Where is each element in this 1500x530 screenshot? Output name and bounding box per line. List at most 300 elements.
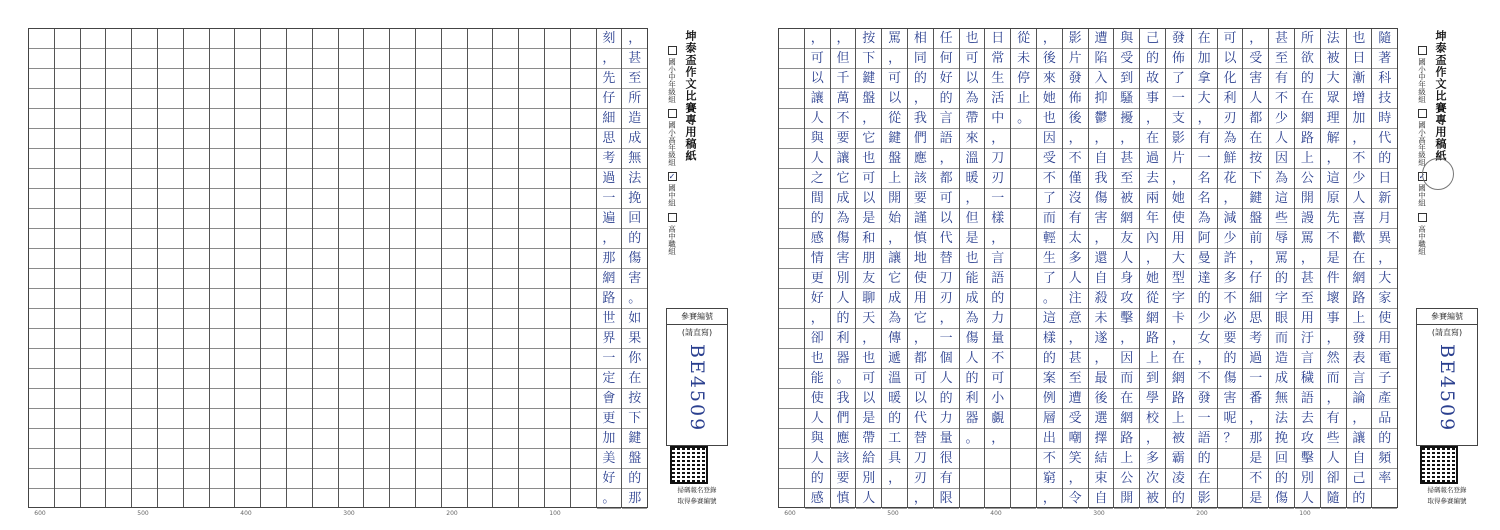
form-title: 坤泰盃作文比賽專用稿紙: [1434, 30, 1447, 162]
grid-cell: 語: [1295, 389, 1320, 409]
grid-cell: 刃: [985, 169, 1010, 189]
grid-cell: 罵: [882, 29, 907, 49]
grid-cell: ，: [882, 49, 907, 69]
category-label: 國小中年級組: [1417, 58, 1427, 103]
category-checkbox[interactable]: [1418, 109, 1427, 118]
grid-column: [1192, 29, 1218, 507]
grid-cell: 不: [1037, 449, 1062, 469]
grid-cell: 的: [985, 289, 1010, 309]
grid-cell: 常: [985, 49, 1010, 69]
grid-cell: 我: [831, 389, 856, 409]
grid-cell: 更: [597, 409, 622, 429]
grid-cell: 因: [1037, 129, 1062, 149]
grid-column: [132, 29, 158, 507]
grid-cell: 傷: [1218, 369, 1243, 389]
grid-cell: 成: [1269, 369, 1294, 389]
grid-cell: 遂: [1089, 329, 1114, 349]
category-checkbox[interactable]: [668, 46, 677, 55]
score-circle-icon: [1422, 158, 1454, 190]
grid-cell: 所: [1295, 29, 1320, 49]
grid-cell: 甚: [1114, 149, 1139, 169]
grid-cell: 罵: [1295, 229, 1320, 249]
grid-cell: 理: [1321, 109, 1346, 129]
grid-cell: ，: [882, 469, 907, 489]
grid-cell: 擾: [1114, 109, 1139, 129]
grid-cell: 工: [882, 429, 907, 449]
grid-cell: [1011, 169, 1036, 189]
grid-cell: 公: [1295, 169, 1320, 189]
grid-cell: ，: [1347, 409, 1372, 429]
grid-cell: 情: [805, 249, 830, 269]
grid-cell: 會: [597, 389, 622, 409]
category-checkbox[interactable]: [1418, 46, 1427, 55]
grid-cell: 從: [1140, 289, 1165, 309]
grid-cell: 傷: [1089, 189, 1114, 209]
grid-cell: ，: [1321, 389, 1346, 409]
grid-cell: 校: [1140, 409, 1165, 429]
grid-cell: 遭: [1063, 389, 1088, 409]
grid-cell: 些: [1321, 429, 1346, 449]
grid-cell: 法: [622, 169, 647, 189]
grid-cell: 可: [856, 369, 881, 389]
grid-cell: 穢: [1295, 369, 1320, 389]
grid-cell: 次: [1140, 469, 1165, 489]
grid-cell: 與: [1114, 29, 1139, 49]
grid-cell: ，: [1192, 109, 1217, 129]
grid-cell: 而: [1269, 329, 1294, 349]
grid-cell: 過: [1243, 349, 1268, 369]
grid-cell: 語: [985, 269, 1010, 289]
category-label: 國小高年級組: [667, 121, 677, 166]
writing-grid-left: [28, 28, 648, 508]
grid-cell: 卻: [805, 329, 830, 349]
grid-cell: 中: [985, 109, 1010, 129]
grid-cell: 刃: [934, 289, 959, 309]
grid-cell: 沒: [1063, 189, 1088, 209]
grid-cell: 的: [882, 409, 907, 429]
grid-cell: 隨: [1321, 489, 1346, 509]
grid-cell: 語: [1192, 429, 1217, 449]
grid-cell: ，: [1037, 29, 1062, 49]
grid-column: [882, 29, 908, 507]
grid-cell: 害: [622, 269, 647, 289]
grid-cell: 那: [1243, 429, 1268, 449]
grid-column: [339, 29, 365, 507]
grid-cell: 令: [1063, 489, 1088, 509]
grid-cell: 溫: [882, 369, 907, 389]
grid-cell: 出: [1037, 429, 1062, 449]
grid-cell: ，: [1321, 329, 1346, 349]
grid-cell: 都: [934, 169, 959, 189]
grid-cell: 上: [1140, 349, 1165, 369]
grid-cell: 甚: [1063, 349, 1088, 369]
grid-cell: 她: [1037, 89, 1062, 109]
grid-cell: 發: [1063, 69, 1088, 89]
grid-cell: 新: [1372, 189, 1397, 209]
grid-cell: 要: [831, 129, 856, 149]
grid-cell: 受: [1063, 409, 1088, 429]
category-option-0[interactable]: [1414, 46, 1430, 103]
grid-cell: 減: [1218, 209, 1243, 229]
grid-cell: ，: [1114, 129, 1139, 149]
grid-cell: 日: [985, 29, 1010, 49]
grid-cell: 而: [1037, 209, 1062, 229]
grid-cell: 讓: [882, 249, 907, 269]
category-label: 國小中年級組: [667, 58, 677, 103]
grid-cell: 給: [856, 449, 881, 469]
grid-cell: 別: [1295, 469, 1320, 489]
grid-cell: 溫: [960, 149, 985, 169]
grid-cell: 也: [960, 29, 985, 49]
grid-cell: ，: [985, 129, 1010, 149]
scale-mark: 300: [343, 510, 355, 517]
grid-cell: 番: [1243, 389, 1268, 409]
grid-cell: 和: [856, 229, 881, 249]
grid-cell: 該: [908, 169, 933, 189]
grid-cell: 窮: [1037, 469, 1062, 489]
grid-cell: 天: [856, 309, 881, 329]
grid-cell: ，: [1166, 169, 1191, 189]
category-checkbox[interactable]: [1418, 213, 1427, 222]
grid-cell: 呢: [1218, 409, 1243, 429]
grid-cell: 網: [597, 269, 622, 289]
grid-cell: 法: [1321, 29, 1346, 49]
grid-cell: [1011, 209, 1036, 229]
scale-mark: 200: [446, 510, 458, 517]
grid-cell: 未: [1089, 309, 1114, 329]
grid-cell: [1011, 469, 1036, 489]
grid-cell: 活: [985, 89, 1010, 109]
category-option-1[interactable]: [1414, 109, 1430, 166]
grid-column: [1140, 29, 1166, 507]
grid-cell: 後: [1089, 389, 1114, 409]
grid-cell: 能: [805, 369, 830, 389]
grid-cell: 的: [1192, 289, 1217, 309]
grid-cell: 不: [1063, 149, 1088, 169]
grid-cell: 傷: [1269, 489, 1294, 509]
grid-cell: 上: [882, 169, 907, 189]
grid-cell: ，: [1295, 249, 1320, 269]
grid-cell: [1011, 429, 1036, 449]
grid-cell: 暖: [960, 169, 985, 189]
grid-cell: 盤: [856, 89, 881, 109]
grid-cell: 人: [805, 449, 830, 469]
grid-cell: 己: [1347, 469, 1372, 489]
grid-cell: [1011, 389, 1036, 409]
grid-cell: 輕: [1037, 229, 1062, 249]
grid-cell: 少: [1269, 109, 1294, 129]
grid-cell: [1011, 449, 1036, 469]
grid-cell: 卻: [1321, 469, 1346, 489]
qr-caption-1: 掃碼報名登錄: [677, 486, 717, 494]
grid-cell: 案: [1037, 369, 1062, 389]
grid-cell: 造: [622, 109, 647, 129]
grid-cell: 來: [1037, 69, 1062, 89]
grid-cell: 日: [1347, 49, 1372, 69]
grid-cell: 意: [1063, 309, 1088, 329]
grid-cell: 在: [1243, 129, 1268, 149]
grid-cell: ，: [1321, 149, 1346, 169]
grid-cell: 一: [985, 189, 1010, 209]
grid-cell: [1011, 229, 1036, 249]
grid-cell: 停: [1011, 69, 1036, 89]
grid-cell: 利: [831, 329, 856, 349]
grid-cell: 殺: [1089, 289, 1114, 309]
grid-cell: 利: [1218, 89, 1243, 109]
grid-cell: ，: [908, 489, 933, 509]
grid-cell: 我: [908, 109, 933, 129]
grid-cell: [1011, 269, 1036, 289]
grid-cell: 覷: [985, 409, 1010, 429]
grid-cell: 網: [1295, 109, 1320, 129]
grid-cell: 還: [1089, 249, 1114, 269]
grid-cell: [1011, 489, 1036, 509]
grid-cell: 細: [1243, 289, 1268, 309]
grid-cell: [1011, 369, 1036, 389]
essay-sheet-page-1: [750, 0, 1500, 530]
grid-cell: 從: [882, 109, 907, 129]
grid-cell: 要: [908, 189, 933, 209]
grid-cell: 一: [934, 329, 959, 349]
grid-cell: 騷: [1114, 89, 1139, 109]
grid-cell: 兩: [1140, 189, 1165, 209]
grid-cell: 語: [934, 129, 959, 149]
grid-cell: 網: [1347, 269, 1372, 289]
grid-cell: 異: [1372, 229, 1397, 249]
grid-cell: 的: [1372, 429, 1397, 449]
grid-column: [1372, 29, 1397, 507]
grid-column: [158, 29, 184, 507]
grid-cell: 的: [1347, 489, 1372, 509]
grid-cell: 技: [1372, 89, 1397, 109]
grid-cell: 那: [622, 489, 647, 509]
grid-cell: 故: [1140, 69, 1165, 89]
grid-cell: 不: [985, 349, 1010, 369]
grid-cell: 有: [1192, 129, 1217, 149]
category-checkbox[interactable]: [668, 109, 677, 118]
grid-cell: 到: [1114, 69, 1139, 89]
grid-cell: 用: [1166, 229, 1191, 249]
grid-cell: 未: [1011, 49, 1036, 69]
grid-cell: 替: [908, 429, 933, 449]
grid-cell: 人: [1347, 189, 1372, 209]
grid-cell: 樣: [985, 209, 1010, 229]
grid-cell: 言: [985, 249, 1010, 269]
grid-cell: 的: [805, 209, 830, 229]
grid-cell: 月: [1372, 209, 1397, 229]
grid-column: [1089, 29, 1115, 507]
grid-cell: ，: [805, 29, 830, 49]
grid-cell: 的: [934, 89, 959, 109]
grid-cell: 因: [1114, 349, 1139, 369]
grid-cell: 最: [1089, 369, 1114, 389]
grid-column: [571, 29, 597, 507]
grid-cell: 人: [934, 369, 959, 389]
grid-cell: 以: [960, 69, 985, 89]
grid-cell: 與: [805, 129, 830, 149]
grid-column: [1114, 29, 1140, 507]
grid-cell: 讓: [805, 89, 830, 109]
qr-code-icon[interactable]: [1420, 446, 1458, 484]
grid-cell: 可: [882, 69, 907, 89]
grid-cell: 。: [1011, 109, 1036, 129]
grid-cell: 能: [960, 269, 985, 289]
grid-cell: 先: [1321, 209, 1346, 229]
grid-cell: 也: [856, 149, 881, 169]
grid-cell: 用: [908, 289, 933, 309]
grid-cell: 使: [805, 389, 830, 409]
grid-cell: 代: [934, 229, 959, 249]
grid-cell: 果: [622, 329, 647, 349]
grid-column: [856, 29, 882, 507]
grid-cell: 的: [1269, 269, 1294, 289]
grid-cell: 人: [960, 349, 985, 369]
grid-cell: 影: [1192, 489, 1217, 509]
grid-cell: 到: [1140, 369, 1165, 389]
grid-cell: 公: [1114, 469, 1139, 489]
form-title: 坤泰盃作文比賽專用稿紙: [684, 30, 697, 162]
grid-cell: 陷: [1089, 49, 1114, 69]
grid-cell: 大: [1372, 269, 1397, 289]
grid-cell: ，: [597, 229, 622, 249]
category-option-2[interactable]: [664, 172, 680, 207]
grid-column: [1218, 29, 1244, 507]
grid-cell: ，: [1063, 129, 1088, 149]
grid-column: [831, 29, 857, 507]
grid-cell: ，: [856, 329, 881, 349]
grid-cell: 思: [1243, 309, 1268, 329]
grid-cell: 在: [1295, 89, 1320, 109]
grid-cell: 始: [882, 209, 907, 229]
grid-cell: 定: [597, 369, 622, 389]
grid-cell: 代: [1372, 129, 1397, 149]
grid-cell: [1011, 189, 1036, 209]
grid-cell: 成: [960, 289, 985, 309]
grid-cell: 量: [985, 329, 1010, 349]
grid-cell: 言: [1295, 349, 1320, 369]
grid-column: [416, 29, 442, 507]
category-checkbox[interactable]: ✓: [1418, 172, 1426, 181]
entry-number: BE4509: [686, 344, 708, 433]
grid-cell: 選: [1089, 409, 1114, 429]
grid-cell: 片: [1166, 149, 1191, 169]
grid-cell: 盤: [882, 149, 907, 169]
grid-cell: 鮮: [1218, 149, 1243, 169]
grid-cell: 器: [831, 349, 856, 369]
grid-cell: 加: [597, 429, 622, 449]
qr-code-icon[interactable]: [670, 446, 708, 484]
grid-column: [1295, 29, 1321, 507]
grid-cell: 受: [1243, 49, 1268, 69]
grid-cell: 回: [1269, 449, 1294, 469]
grid-cell: ，: [1063, 469, 1088, 489]
grid-cell: 發: [1347, 329, 1372, 349]
grid-cell: 日: [1372, 169, 1397, 189]
grid-cell: 鍵: [1243, 189, 1268, 209]
grid-cell: 化: [1218, 69, 1243, 89]
grid-cell: 細: [597, 109, 622, 129]
grid-cell: 了: [1037, 269, 1062, 289]
grid-cell: 上: [1295, 149, 1320, 169]
grid-cell: 。: [960, 429, 985, 449]
category-option-3[interactable]: [664, 213, 680, 255]
grid-cell: 法: [1269, 409, 1294, 429]
grid-cell: 網: [1140, 309, 1165, 329]
grid-cell: 僅: [1063, 169, 1088, 189]
grid-cell: 至: [1295, 289, 1320, 309]
grid-cell: 應: [831, 429, 856, 449]
entry-note: (請直寫): [681, 328, 713, 337]
grid-cell: 任: [934, 29, 959, 49]
grid-cell: [960, 449, 985, 469]
grid-cell: ，: [1347, 129, 1372, 149]
grid-cell: ，: [1243, 409, 1268, 429]
grid-column: [493, 29, 519, 507]
category-label: 高中職組: [1417, 224, 1427, 255]
scale-mark: 400: [990, 510, 1002, 517]
category-option-0[interactable]: [664, 46, 680, 103]
grid-cell: 後: [1063, 109, 1088, 129]
scale-mark: 200: [1196, 510, 1208, 517]
grid-cell: 。: [1037, 289, 1062, 309]
grid-cell: [1011, 129, 1036, 149]
grid-cell: 解: [1321, 129, 1346, 149]
grid-cell: 地: [908, 249, 933, 269]
category-checkbox[interactable]: ✓: [668, 172, 676, 181]
entry-number: BE4509: [1436, 344, 1458, 433]
grid-cell: 人: [805, 409, 830, 429]
grid-cell: 來: [960, 129, 985, 149]
grid-cell: 頻: [1372, 449, 1397, 469]
grid-cell: 路: [1114, 429, 1139, 449]
grid-cell: 許: [1218, 249, 1243, 269]
category-checkbox[interactable]: [668, 213, 677, 222]
grid-cell: 霸: [1166, 449, 1191, 469]
grid-cell: 慎: [908, 229, 933, 249]
grid-cell: 結: [1089, 449, 1114, 469]
grid-cell: 開: [1295, 189, 1320, 209]
grid-cell: 不: [831, 109, 856, 129]
grid-cell: 我: [1089, 169, 1114, 189]
scale-mark: 400: [240, 510, 252, 517]
grid-cell: 少: [1192, 309, 1217, 329]
grid-cell: 不: [1243, 469, 1268, 489]
grid-cell: 不: [1218, 289, 1243, 309]
grid-cell: 器: [960, 409, 985, 429]
grid-cell: 一: [1192, 409, 1217, 429]
grid-cell: 是: [856, 209, 881, 229]
grid-cell: 大: [1321, 69, 1346, 89]
category-option-1[interactable]: [664, 109, 680, 166]
grid-column: [908, 29, 934, 507]
grid-column: [597, 29, 623, 507]
grid-cell: 己: [1140, 29, 1165, 49]
grid-cell: 也: [1037, 109, 1062, 129]
category-option-3[interactable]: [1414, 213, 1430, 255]
grid-cell: 可: [908, 369, 933, 389]
grid-cell: 一: [1166, 89, 1191, 109]
grid-cell: 害: [1089, 209, 1114, 229]
grid-cell: 例: [1037, 389, 1062, 409]
grid-cell: 別: [831, 269, 856, 289]
grid-cell: ，: [622, 29, 647, 49]
grid-cell: 小: [985, 389, 1010, 409]
grid-cell: 甚: [1295, 269, 1320, 289]
grid-cell: 的: [908, 69, 933, 89]
category-options: [664, 46, 680, 261]
grid-cell: 是: [856, 409, 881, 429]
grid-cell: 以: [934, 209, 959, 229]
